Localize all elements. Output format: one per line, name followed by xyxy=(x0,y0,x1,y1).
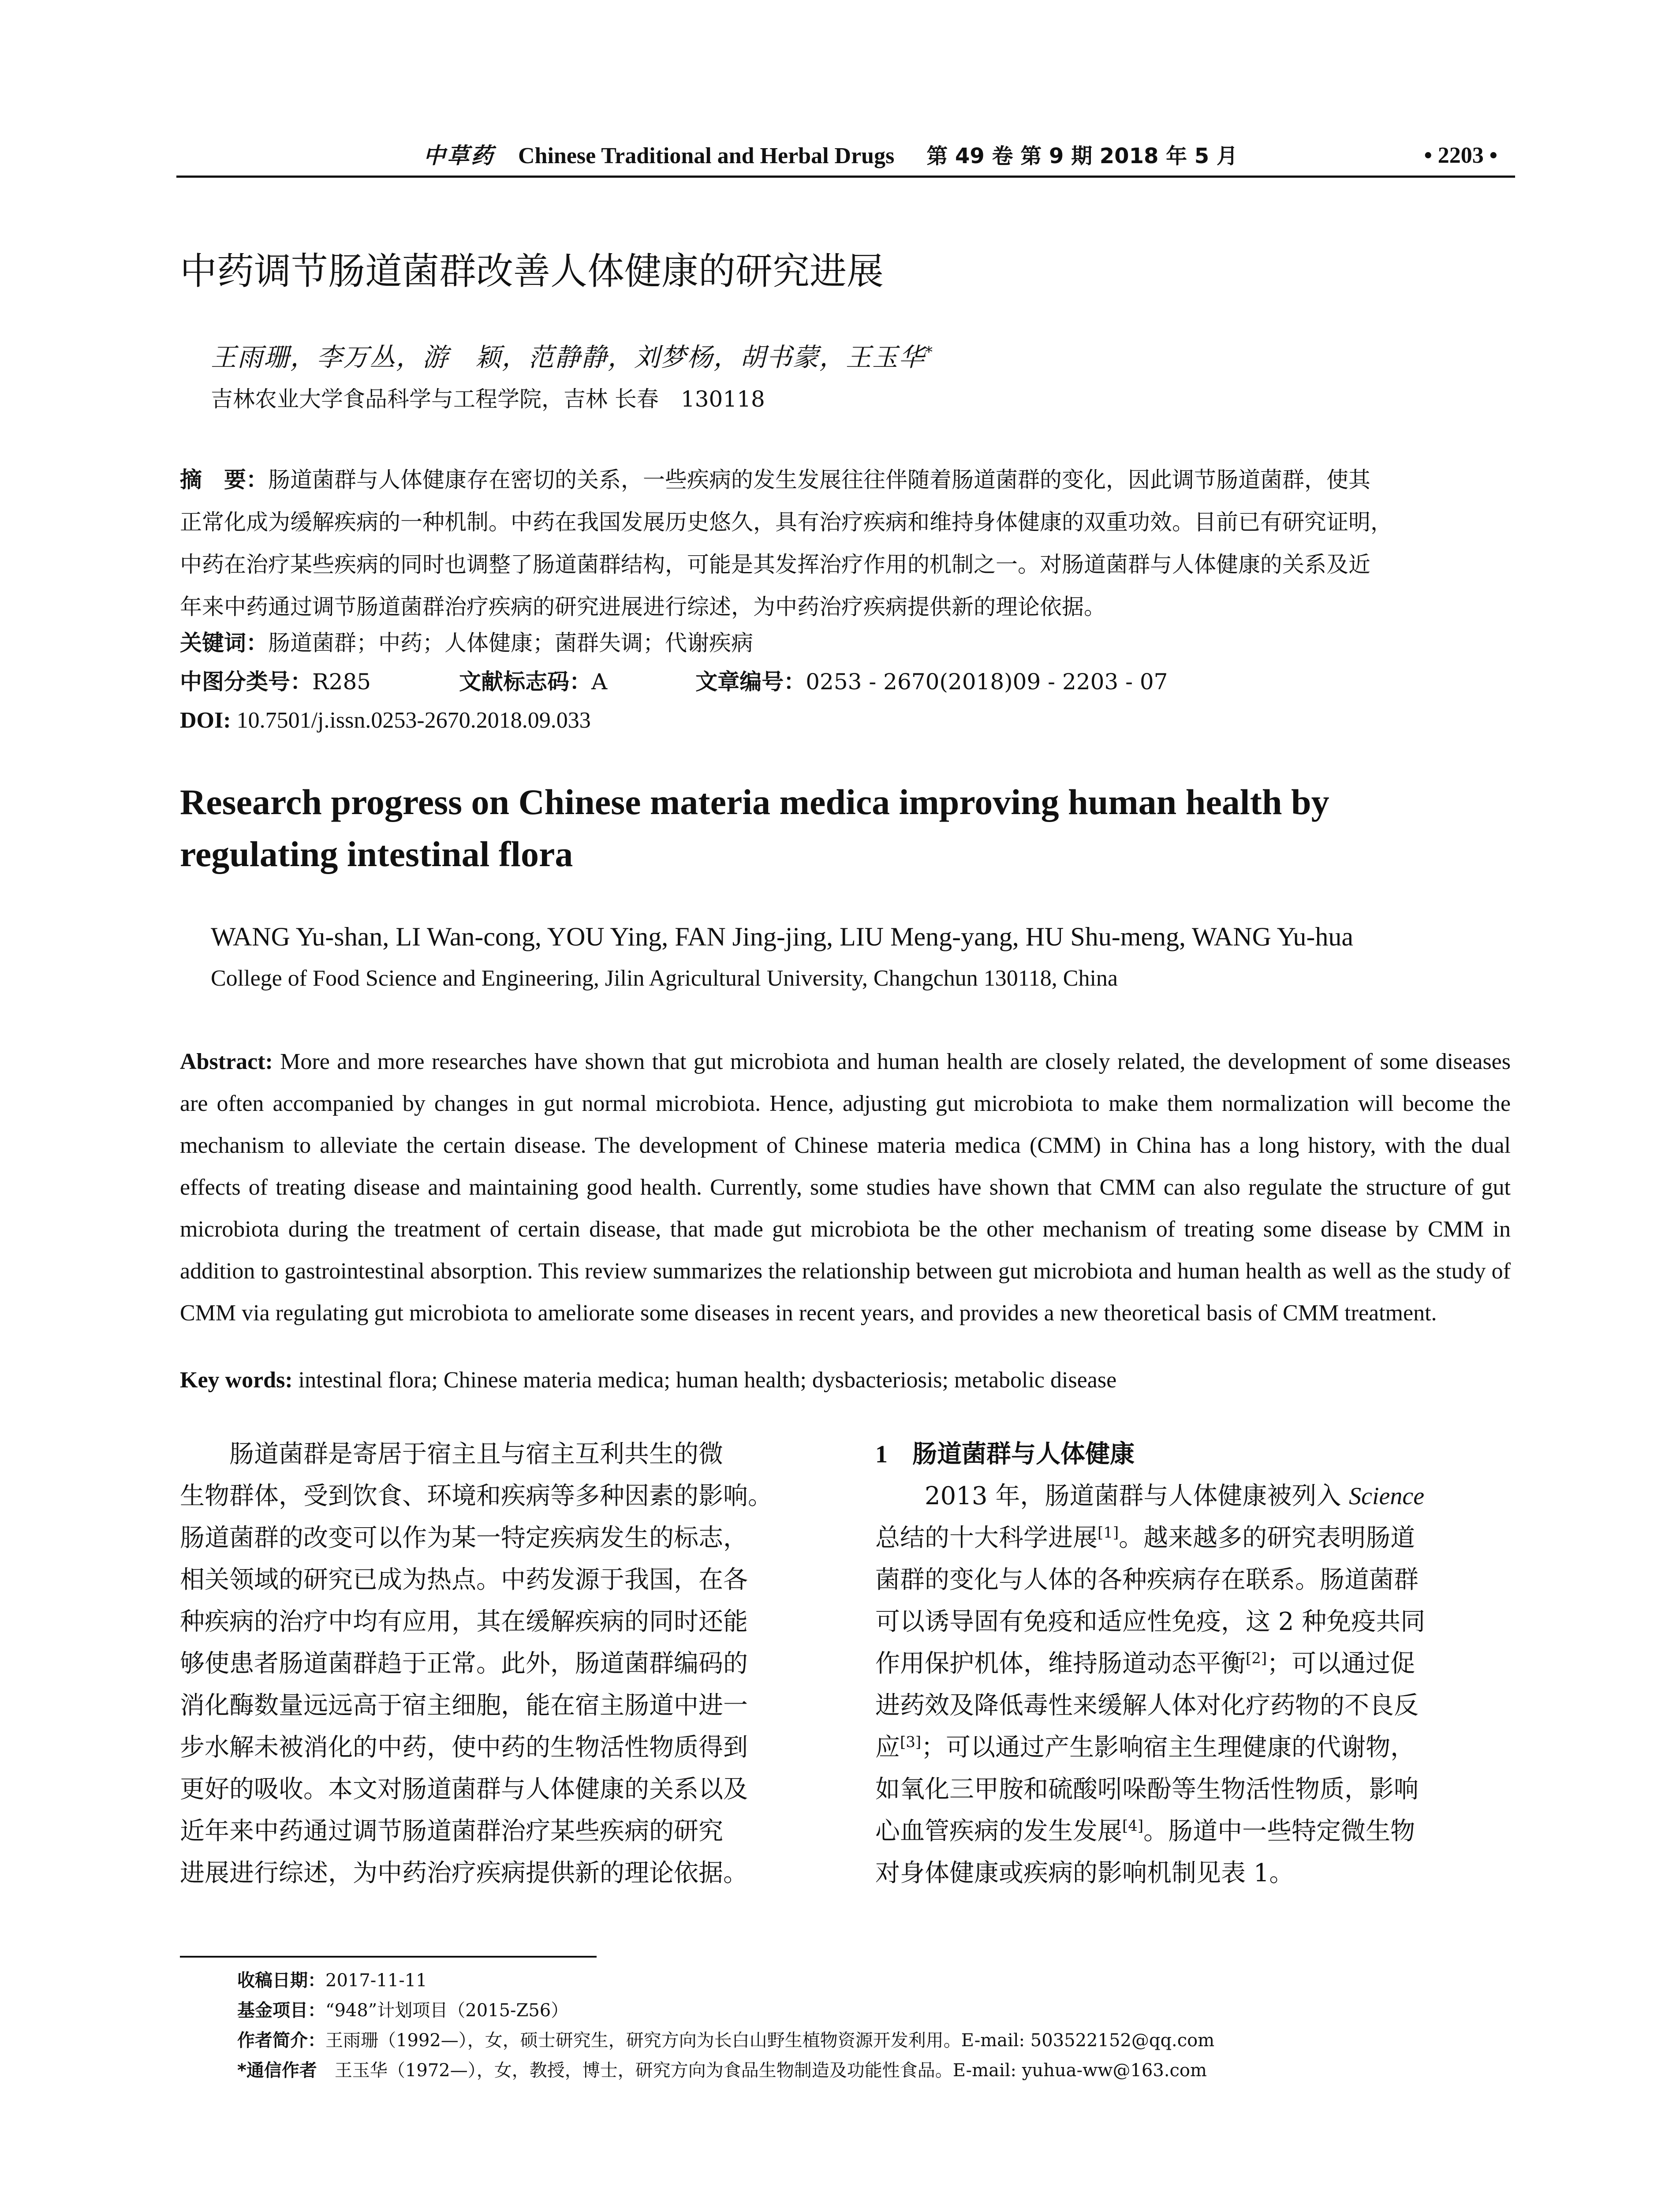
doc-code-label: 文献标志码： xyxy=(459,669,592,695)
chinese-authors xyxy=(211,340,933,375)
chinese-abstract xyxy=(180,459,1511,628)
body-right-column xyxy=(875,1433,1512,1894)
chinese-keywords-value: 肠道菌群；中药；人体健康；菌群失调；代谢疾病 xyxy=(268,630,753,656)
chinese-abstract-line: 年来中药通过调节肠道菌群治疗疾病的研究进展进行综述，为中药治疗疾病提供新的理论依据。 xyxy=(180,594,1106,620)
chinese-keywords xyxy=(180,625,753,661)
corresponding-mark: * xyxy=(925,343,934,361)
english-affiliation: College of Food Science and Engineering, Jilin Agricultural University, Changchun 130118, China xyxy=(211,966,1118,991)
chinese-abstract-line: 中药在治疗某些疾病的同时也调整了肠道菌群结构，可能是其发挥治疗作用的机制之一。对肠道菌群与人体健康的关系及近 xyxy=(180,552,1370,577)
body-line: 肠道菌群是寄居于宿主且与宿主互利共生的微 xyxy=(229,1440,723,1469)
body-line: 种疾病的治疗中均有应用，其在缓解疾病的同时还能 xyxy=(180,1607,748,1636)
footnote-fund xyxy=(237,1997,568,2024)
body-line: 菌群的变化与人体的各种疾病存在联系。肠道菌群 xyxy=(875,1566,1419,1594)
citation-ref[interactable]: [3] xyxy=(900,1733,922,1751)
article-no-value: 0253 - 2670(2018)09 - 2203 - 07 xyxy=(806,669,1168,695)
journal-logo: 中草药 xyxy=(423,142,495,168)
author-bio-value: 王雨珊（1992—），女，硕士研究生，研究方向为长白山野生植物资源开发利用。E-mail: 503522152@qq.com xyxy=(325,2030,1215,2051)
body-line: 相关领域的研究已成为热点。中药发源于我国，在各 xyxy=(180,1566,748,1594)
chinese-abstract-line: 摘 要：肠道菌群与人体健康存在密切的关系，一些疾病的发生发展往往伴随着肠道菌群的变化，因此调节肠道菌群，使其 xyxy=(180,467,1370,493)
body-line: 总结的十大科学进展[1]。越来越多的研究表明肠道 xyxy=(875,1524,1415,1552)
doi-label: DOI: xyxy=(180,708,231,733)
right-column-lines xyxy=(875,1475,1512,1894)
chinese-title: 中药调节肠道菌群改善人体健康的研究进展 xyxy=(180,250,884,293)
corresponding-value: 王玉华（1972—），女，教授，博士，研究方向为食品生物制造及功能性食品。E-mail: yuhua-ww@163.com xyxy=(334,2060,1207,2081)
english-title-line: regulating intestinal flora xyxy=(180,834,573,874)
article-no-label: 文章编号： xyxy=(695,669,806,695)
citation-ref[interactable]: [4] xyxy=(1122,1817,1144,1835)
english-abstract xyxy=(180,1041,1511,1334)
author-bio-label: 作者简介： xyxy=(237,2030,325,2051)
english-authors: WANG Yu-shan, LI Wan-cong, YOU Ying, FAN Jing-jing, LIU Meng-yang, HU Shu-meng, WANG Yu-hua xyxy=(211,922,1353,951)
journal-name: Chinese Traditional and Herbal Drugs xyxy=(518,143,895,168)
doi-line xyxy=(180,703,591,738)
section-title: 肠道菌群与人体健康 xyxy=(912,1440,1135,1469)
english-abstract-label: Abstract: xyxy=(180,1049,273,1074)
body-line: 对身体健康或疾病的影响机制见表 1。 xyxy=(875,1859,1294,1887)
body-line: 步水解未被消化的中药，使中药的生物活性物质得到 xyxy=(180,1733,748,1762)
citation-ref[interactable]: [1] xyxy=(1098,1524,1119,1542)
body-line: 应[3]；可以通过产生影响宿主生理健康的代谢物， xyxy=(875,1733,1415,1762)
chinese-abstract-label: 摘 要： xyxy=(180,467,268,493)
body-line: 近年来中药通过调节肠道菌群治疗某些疾病的研究 xyxy=(180,1817,723,1846)
chinese-affiliation: 吉林农业大学食品科学与工程学院，吉林 长春 130118 xyxy=(211,386,765,412)
chinese-author-list: 王雨珊，李万丛，游 颖，范静静，刘梦杨，胡书蒙，王玉华 xyxy=(211,342,926,372)
body-line: 心血管疾病的发生发展[4]。肠道中一些特定微生物 xyxy=(875,1817,1415,1846)
page-number: • 2203 • xyxy=(1424,143,1497,168)
fund-value: “948”计划项目（2015-Z56） xyxy=(325,2000,569,2021)
body-line: 生物群体，受到饮食、环境和疾病等多种因素的影响。 xyxy=(180,1482,773,1510)
running-header xyxy=(176,140,1515,171)
clc-value: R285 xyxy=(312,669,371,695)
english-title xyxy=(180,776,1511,880)
citation-ref[interactable]: [2] xyxy=(1246,1649,1267,1667)
corresponding-label: *通信作者 xyxy=(237,2060,317,2081)
footnote-received xyxy=(237,1967,427,1994)
section-heading xyxy=(875,1433,1512,1475)
footnote-author xyxy=(237,2027,1214,2054)
classification-line xyxy=(180,664,1168,699)
chinese-abstract-line: 正常化成为缓解疾病的一种机制。中药在我国发展历史悠久，具有治疗疾病和维持身体健康的双重功效。目前已有研究证明， xyxy=(180,509,1393,535)
english-keywords xyxy=(180,1363,1116,1398)
body-line: 进展进行综述，为中药治疗疾病提供新的理论依据。 xyxy=(180,1859,748,1887)
body-left-column xyxy=(180,1433,817,1894)
issue-info: 第 49 卷 第 9 期 2018 年 5 月 xyxy=(926,144,1238,168)
body-line: 消化酶数量远远高于宿主细胞，能在宿主肠道中进一 xyxy=(180,1691,748,1720)
clc-label: 中图分类号： xyxy=(180,669,312,695)
body-line: 可以诱导固有免疫和适应性免疫，这 2 种免疫共同 xyxy=(875,1607,1426,1636)
body-line: 进药效及降低毒性来缓解人体对化疗药物的不良反 xyxy=(875,1691,1419,1720)
received-value: 2017-11-11 xyxy=(325,1970,427,1991)
footnote-corresponding xyxy=(237,2057,1207,2084)
body-line: 作用保护机体，维持肠道动态平衡[2]；可以通过促 xyxy=(875,1649,1415,1678)
footnote-rule xyxy=(180,1956,597,1958)
section-number: 1 xyxy=(875,1441,888,1468)
received-label: 收稿日期： xyxy=(237,1970,325,1991)
doi-value: 10.7501/j.issn.0253-2670.2018.09.033 xyxy=(236,708,591,733)
chinese-keywords-label: 关键词： xyxy=(180,630,268,656)
body-line: 如氧化三甲胺和硫酸吲哚酚等生物活性物质，影响 xyxy=(875,1775,1419,1804)
body-line: 肠道菌群的改变可以作为某一特定疾病发生的标志， xyxy=(180,1524,748,1552)
doc-code-value: A xyxy=(591,669,608,695)
body-line: 更好的吸收。本文对肠道菌群与人体健康的关系以及 xyxy=(180,1775,748,1804)
english-title-line: Research progress on Chinese materia medica improving human health by xyxy=(180,782,1329,822)
italic-term: Science xyxy=(1349,1483,1425,1510)
english-keywords-label: Key words: xyxy=(180,1368,293,1393)
header-rule xyxy=(176,176,1515,178)
body-line: 2013 年，肠道菌群与人体健康被列入 Science xyxy=(925,1482,1425,1510)
english-abstract-text: More and more researches have shown that gut microbiota and human health are closely related, the development of some diseases are often accompanied by changes in gut normal microbiota. Hence, adjusting gut microbiota to make them normalization will become the mechanism to alleviate the certain disease. The development of Chinese materia medica (CMM) in China has a long history, with the dual effects of treating disease and maintaining good health. Currently, some studies have shown that CMM can also regulate the structure of gut microbiota during the treatment of certain disease, that made gut microbiota be the other mechanism of treating some disease by CMM in addition to gastrointestinal absorption. This review summarizes the relationship between gut microbiota and human health as well as the study of CMM via regulating gut microbiota to ameliorate some diseases in recent years, and provides a new theoretical basis of CMM treatment. xyxy=(180,1049,1511,1326)
fund-label: 基金项目： xyxy=(237,2000,325,2021)
body-line: 够使患者肠道菌群趋于正常。此外，肠道菌群编码的 xyxy=(180,1649,748,1678)
english-keywords-value: intestinal flora; Chinese materia medica; human health; dysbacteriosis; metabolic disease xyxy=(298,1368,1117,1393)
